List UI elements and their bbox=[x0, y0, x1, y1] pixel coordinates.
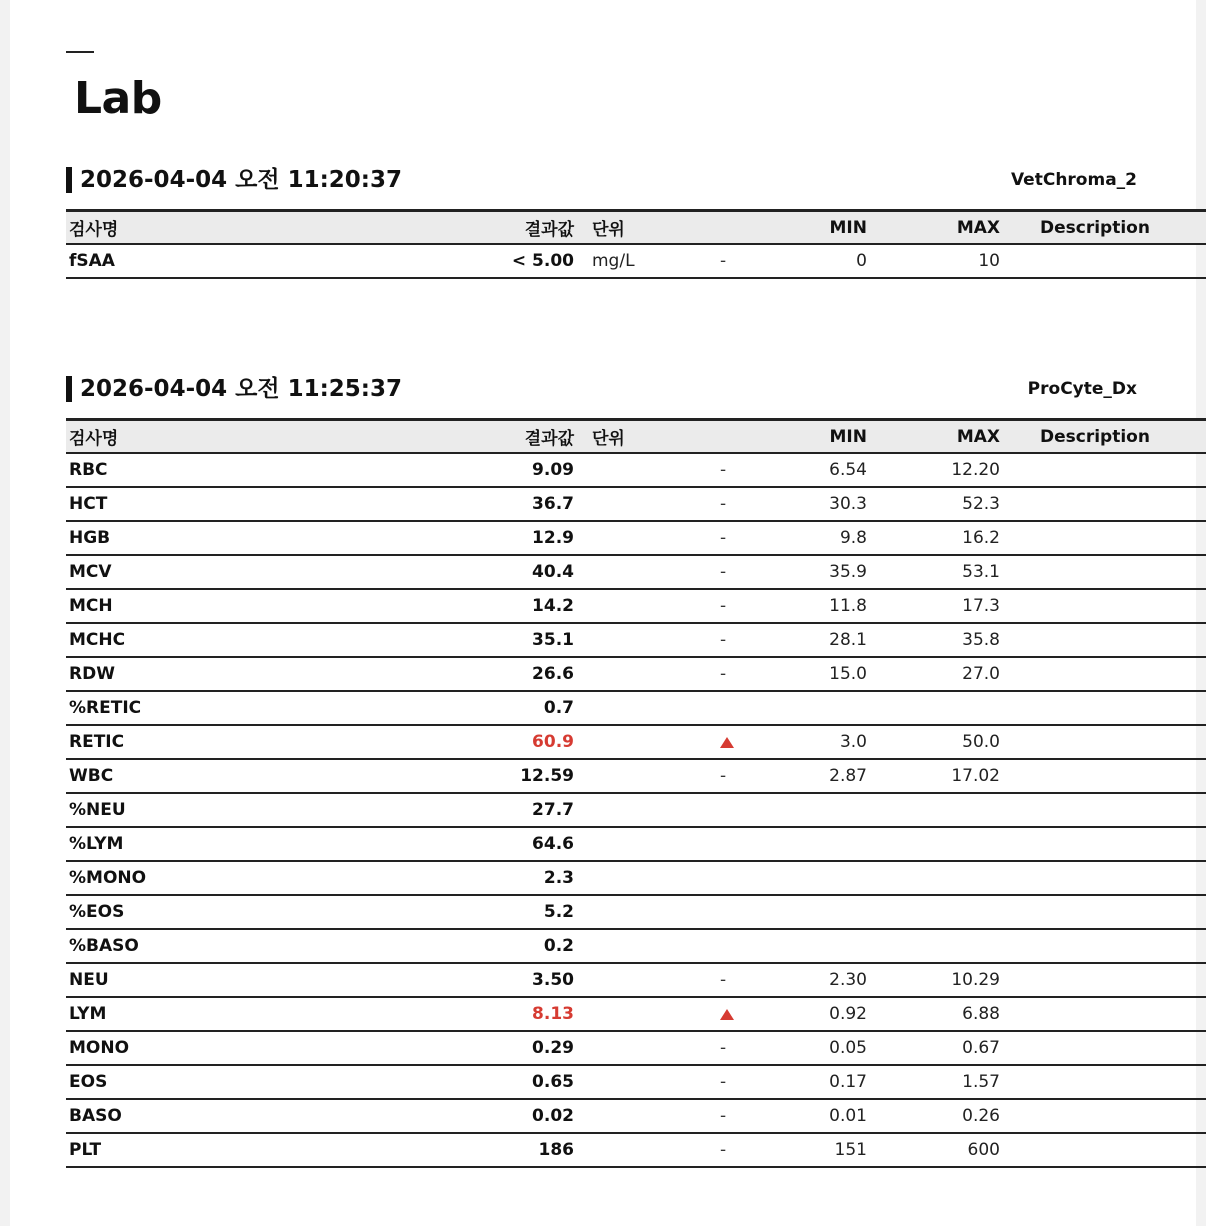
max-value bbox=[875, 827, 1010, 861]
max-value: 17.3 bbox=[875, 589, 1010, 623]
unit bbox=[574, 827, 692, 861]
result-value: < 5.00 bbox=[369, 244, 574, 278]
unit bbox=[574, 1099, 692, 1133]
result-value: 186 bbox=[369, 1133, 574, 1167]
unit bbox=[574, 725, 692, 759]
col-description-header: Description bbox=[1010, 420, 1206, 454]
unit bbox=[574, 997, 692, 1031]
unit bbox=[574, 929, 692, 963]
min-value: 9.8 bbox=[752, 521, 875, 555]
lab-section-1 bbox=[66, 165, 1150, 279]
result-value: 8.13 bbox=[369, 997, 574, 1031]
table-row bbox=[66, 555, 1206, 589]
description bbox=[1010, 997, 1206, 1031]
result-value: 14.2 bbox=[369, 589, 574, 623]
col-description-header: Description bbox=[1010, 211, 1206, 245]
test-name: %RETIC bbox=[66, 691, 369, 725]
min-value: 30.3 bbox=[752, 487, 875, 521]
table-row bbox=[66, 963, 1206, 997]
test-name: PLT bbox=[66, 1133, 369, 1167]
min-value: 0 bbox=[752, 244, 875, 278]
flag-cell: - bbox=[692, 555, 752, 589]
top-divider bbox=[66, 51, 94, 53]
description bbox=[1010, 521, 1206, 555]
table-row bbox=[66, 725, 1206, 759]
flag-cell bbox=[692, 929, 752, 963]
test-name: fSAA bbox=[66, 244, 369, 278]
high-arrow-icon bbox=[720, 1009, 734, 1020]
description bbox=[1010, 793, 1206, 827]
flag-cell: - bbox=[692, 1099, 752, 1133]
test-name: RBC bbox=[66, 453, 369, 487]
description bbox=[1010, 827, 1206, 861]
device-name: VetChroma_2 bbox=[1010, 170, 1137, 190]
flag-cell bbox=[692, 725, 752, 759]
unit bbox=[574, 453, 692, 487]
section-header bbox=[66, 374, 1141, 406]
max-value: 16.2 bbox=[875, 521, 1010, 555]
result-value: 5.2 bbox=[369, 895, 574, 929]
max-value: 10 bbox=[875, 244, 1010, 278]
description bbox=[1010, 725, 1206, 759]
max-value: 0.26 bbox=[875, 1099, 1010, 1133]
table-row bbox=[66, 244, 1206, 278]
test-name: %EOS bbox=[66, 895, 369, 929]
test-name: MCHC bbox=[66, 623, 369, 657]
min-value: 0.01 bbox=[752, 1099, 875, 1133]
max-value bbox=[875, 691, 1010, 725]
table-row bbox=[66, 997, 1206, 1031]
min-value bbox=[752, 691, 875, 725]
flag-cell: - bbox=[692, 963, 752, 997]
max-value: 53.1 bbox=[875, 555, 1010, 589]
unit bbox=[574, 963, 692, 997]
result-value: 0.2 bbox=[369, 929, 574, 963]
section-marker bbox=[66, 167, 72, 193]
col-name-header: 검사명 bbox=[66, 211, 369, 245]
flag-cell: - bbox=[692, 453, 752, 487]
description bbox=[1010, 589, 1206, 623]
table-row bbox=[66, 1099, 1206, 1133]
high-arrow-icon bbox=[720, 737, 734, 748]
result-value: 35.1 bbox=[369, 623, 574, 657]
col-min-header: MIN bbox=[752, 211, 875, 245]
min-value bbox=[752, 929, 875, 963]
min-value: 0.17 bbox=[752, 1065, 875, 1099]
unit bbox=[574, 657, 692, 691]
result-value: 12.9 bbox=[369, 521, 574, 555]
table-row bbox=[66, 589, 1206, 623]
page-title: Lab bbox=[74, 73, 162, 124]
col-value-header: 결과값 bbox=[369, 420, 574, 454]
test-name: MCV bbox=[66, 555, 369, 589]
flag-cell: - bbox=[692, 623, 752, 657]
table-row bbox=[66, 521, 1206, 555]
unit bbox=[574, 793, 692, 827]
max-value bbox=[875, 929, 1010, 963]
table-row bbox=[66, 1031, 1206, 1065]
description bbox=[1010, 1133, 1206, 1167]
unit bbox=[574, 487, 692, 521]
description bbox=[1010, 555, 1206, 589]
test-name: RDW bbox=[66, 657, 369, 691]
table-body bbox=[66, 453, 1206, 1167]
test-name: %MONO bbox=[66, 861, 369, 895]
section-datetime: 2026-04-04 오전 11:25:37 bbox=[80, 376, 402, 402]
flag-cell: - bbox=[692, 1031, 752, 1065]
description bbox=[1010, 963, 1206, 997]
table-row bbox=[66, 827, 1206, 861]
flag-cell: - bbox=[692, 521, 752, 555]
min-value bbox=[752, 861, 875, 895]
table-row bbox=[66, 1065, 1206, 1099]
test-name: BASO bbox=[66, 1099, 369, 1133]
max-value: 52.3 bbox=[875, 487, 1010, 521]
test-name: %BASO bbox=[66, 929, 369, 963]
result-value: 3.50 bbox=[369, 963, 574, 997]
test-name: %LYM bbox=[66, 827, 369, 861]
result-value: 27.7 bbox=[369, 793, 574, 827]
max-value: 600 bbox=[875, 1133, 1010, 1167]
max-value: 17.02 bbox=[875, 759, 1010, 793]
flag-cell bbox=[692, 861, 752, 895]
description bbox=[1010, 244, 1206, 278]
table-row bbox=[66, 623, 1206, 657]
table-row bbox=[66, 861, 1206, 895]
max-value: 10.29 bbox=[875, 963, 1010, 997]
col-name-header: 검사명 bbox=[66, 420, 369, 454]
description bbox=[1010, 759, 1206, 793]
max-value: 27.0 bbox=[875, 657, 1010, 691]
min-value: 0.92 bbox=[752, 997, 875, 1031]
min-value: 6.54 bbox=[752, 453, 875, 487]
header-row bbox=[66, 211, 1206, 245]
description bbox=[1010, 861, 1206, 895]
unit bbox=[574, 861, 692, 895]
test-name: LYM bbox=[66, 997, 369, 1031]
table-body bbox=[66, 244, 1206, 278]
unit bbox=[574, 555, 692, 589]
result-value: 40.4 bbox=[369, 555, 574, 589]
table-row bbox=[66, 895, 1206, 929]
max-value: 12.20 bbox=[875, 453, 1010, 487]
max-value bbox=[875, 793, 1010, 827]
flag-cell: - bbox=[692, 589, 752, 623]
table-row bbox=[66, 691, 1206, 725]
flag-cell bbox=[692, 997, 752, 1031]
table-row bbox=[66, 759, 1206, 793]
flag-cell: - bbox=[692, 1065, 752, 1099]
table-header bbox=[66, 420, 1206, 454]
result-value: 36.7 bbox=[369, 487, 574, 521]
table-row bbox=[66, 793, 1206, 827]
description bbox=[1010, 657, 1206, 691]
test-name: EOS bbox=[66, 1065, 369, 1099]
min-value: 35.9 bbox=[752, 555, 875, 589]
max-value: 0.67 bbox=[875, 1031, 1010, 1065]
description bbox=[1010, 691, 1206, 725]
flag-cell bbox=[692, 895, 752, 929]
test-name: MONO bbox=[66, 1031, 369, 1065]
min-value bbox=[752, 827, 875, 861]
description bbox=[1010, 895, 1206, 929]
max-value: 1.57 bbox=[875, 1065, 1010, 1099]
min-value: 151 bbox=[752, 1133, 875, 1167]
unit bbox=[574, 623, 692, 657]
table-row bbox=[66, 487, 1206, 521]
col-max-header: MAX bbox=[875, 420, 1010, 454]
result-value: 9.09 bbox=[369, 453, 574, 487]
description bbox=[1010, 1031, 1206, 1065]
description bbox=[1010, 487, 1206, 521]
min-value: 15.0 bbox=[752, 657, 875, 691]
min-value: 2.30 bbox=[752, 963, 875, 997]
result-value: 0.65 bbox=[369, 1065, 574, 1099]
report-page bbox=[10, 0, 1196, 1226]
test-name: MCH bbox=[66, 589, 369, 623]
flag-cell: - bbox=[692, 657, 752, 691]
table-header bbox=[66, 211, 1206, 245]
result-value: 26.6 bbox=[369, 657, 574, 691]
unit bbox=[574, 1031, 692, 1065]
max-value: 35.8 bbox=[875, 623, 1010, 657]
device-name: ProCyte_Dx bbox=[1027, 379, 1137, 399]
unit bbox=[574, 1065, 692, 1099]
table-row bbox=[66, 929, 1206, 963]
max-value bbox=[875, 861, 1010, 895]
section-header bbox=[66, 165, 1141, 197]
col-value-header: 결과값 bbox=[369, 211, 574, 245]
result-value: 2.3 bbox=[369, 861, 574, 895]
col-unit-header: 단위 bbox=[574, 211, 692, 245]
header-row bbox=[66, 420, 1206, 454]
test-name: %NEU bbox=[66, 793, 369, 827]
description bbox=[1010, 929, 1206, 963]
col-flag-header bbox=[692, 211, 752, 245]
result-value: 64.6 bbox=[369, 827, 574, 861]
unit bbox=[574, 759, 692, 793]
result-value: 0.29 bbox=[369, 1031, 574, 1065]
min-value: 3.0 bbox=[752, 725, 875, 759]
flag-cell bbox=[692, 827, 752, 861]
min-value: 11.8 bbox=[752, 589, 875, 623]
max-value: 6.88 bbox=[875, 997, 1010, 1031]
min-value bbox=[752, 895, 875, 929]
unit: mg/L bbox=[574, 244, 692, 278]
result-value: 60.9 bbox=[369, 725, 574, 759]
test-name: WBC bbox=[66, 759, 369, 793]
description bbox=[1010, 1065, 1206, 1099]
section-datetime: 2026-04-04 오전 11:20:37 bbox=[80, 167, 402, 193]
description bbox=[1010, 1099, 1206, 1133]
max-value: 50.0 bbox=[875, 725, 1010, 759]
results-table bbox=[66, 418, 1206, 1168]
flag-cell bbox=[692, 793, 752, 827]
max-value bbox=[875, 895, 1010, 929]
col-max-header: MAX bbox=[875, 211, 1010, 245]
min-value: 0.05 bbox=[752, 1031, 875, 1065]
flag-cell: - bbox=[692, 487, 752, 521]
description bbox=[1010, 453, 1206, 487]
unit bbox=[574, 691, 692, 725]
section-marker bbox=[66, 376, 72, 402]
col-flag-header bbox=[692, 420, 752, 454]
col-unit-header: 단위 bbox=[574, 420, 692, 454]
result-value: 12.59 bbox=[369, 759, 574, 793]
table-row bbox=[66, 1133, 1206, 1167]
unit bbox=[574, 521, 692, 555]
flag-cell: - bbox=[692, 1133, 752, 1167]
table-row bbox=[66, 657, 1206, 691]
unit bbox=[574, 589, 692, 623]
result-value: 0.02 bbox=[369, 1099, 574, 1133]
min-value bbox=[752, 793, 875, 827]
flag-cell: - bbox=[692, 244, 752, 278]
table-row bbox=[66, 453, 1206, 487]
results-table bbox=[66, 209, 1206, 279]
flag-cell: - bbox=[692, 759, 752, 793]
test-name: HGB bbox=[66, 521, 369, 555]
lab-section-2 bbox=[66, 374, 1150, 1168]
test-name: RETIC bbox=[66, 725, 369, 759]
min-value: 2.87 bbox=[752, 759, 875, 793]
min-value: 28.1 bbox=[752, 623, 875, 657]
unit bbox=[574, 1133, 692, 1167]
col-min-header: MIN bbox=[752, 420, 875, 454]
test-name: HCT bbox=[66, 487, 369, 521]
result-value: 0.7 bbox=[369, 691, 574, 725]
test-name: NEU bbox=[66, 963, 369, 997]
unit bbox=[574, 895, 692, 929]
flag-cell bbox=[692, 691, 752, 725]
description bbox=[1010, 623, 1206, 657]
